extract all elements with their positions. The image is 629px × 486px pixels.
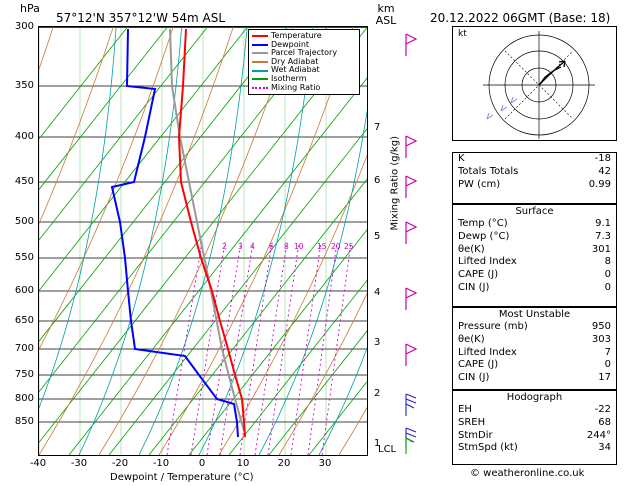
most-unstable-section-title: Most Unstable [498,309,571,320]
copyright-footer: © weatheronline.co.uk [470,468,585,479]
height-tick-3: 3 [374,337,381,348]
mixing-ratio-axis-title: Mixing Ratio (g/kg) [389,136,401,231]
legend-item-temperature: Temperature [252,32,356,41]
ytick-800: 800 [14,393,34,404]
ytick-550: 550 [14,252,34,263]
hodograph-unit-label: kt [458,29,467,39]
wind-barb-column [398,26,428,456]
xtick--40: -40 [29,458,47,469]
ytick-400: 400 [14,131,34,142]
xtick-30: 30 [318,458,332,469]
surface-parcel-panel [452,204,617,307]
legend-swatch-dry-adiabat [252,61,268,63]
svg-text:25: 25 [344,242,354,251]
svg-text:4: 4 [250,242,255,251]
hodograph-section-title: Hodograph [506,392,563,403]
hodo-row-eh: EH -22 [458,404,611,415]
ytick-600: 600 [14,285,34,296]
hodograph-canvas [453,27,616,140]
svg-text:15: 15 [317,242,327,251]
mu-row-pressure: Pressure (mb) 950 [458,321,611,332]
stability-indices-panel [452,152,617,204]
svg-text:1: 1 [199,242,204,251]
legend-item-mixing-ratio: Mixing Ratio [252,84,356,93]
hodograph-stats-panel [452,390,617,465]
legend-swatch-parcel [252,52,268,54]
svg-text:2: 2 [222,242,227,251]
most-unstable-panel [452,307,617,390]
xtick--30: -30 [70,458,88,469]
chart-legend [248,29,360,95]
legend-swatch-temperature [252,35,268,37]
height-tick-7: 7 [374,122,381,133]
ytick-350: 350 [14,80,34,91]
model-run-title: 20.12.2022 06GMT (Base: 18) [430,11,611,25]
ytick-850: 850 [14,416,34,427]
xtick-20: 20 [277,458,291,469]
surface-row-theta-e: θe(K) 301 [458,243,611,255]
ytick-750: 750 [14,369,34,380]
mu-row-cape: CAPE (J) 0 [458,359,611,371]
svg-text:10: 10 [294,242,304,251]
ytick-300: 300 [14,21,34,32]
km-axis-label: km [377,2,395,15]
legend-item-parcel: Parcel Trajectory [252,49,356,58]
x-axis-title: Dewpoint / Temperature (°C) [110,472,254,483]
ytick-500: 500 [14,216,34,227]
xtick-10: 10 [236,458,250,469]
mu-row-theta-e: θe(K) 303 [458,333,611,345]
dewpoint-line [112,29,238,437]
legend-item-dewpoint: Dewpoint [252,41,356,50]
surface-section-title: Surface [515,206,554,217]
index-row-k: K -18 [458,153,611,164]
hodo-row-stmdir: StmDir 244° [458,429,611,441]
surface-row-temp: Temp (°C) 9.1 [458,218,611,229]
height-tick-4: 4 [374,287,381,298]
wind-barbs [398,26,428,456]
xtick--20: -20 [111,458,129,469]
height-tick-1: 1 [374,438,381,449]
legend-swatch-wet-adiabat [252,70,268,72]
lcl-label: LCL [378,444,397,455]
station-title: 57°12'N 357°12'W 54m ASL [56,11,226,25]
hodograph-panel[interactable] [452,26,617,141]
index-row-totals-totals: Totals Totals 42 [458,165,611,177]
pressure-unit-label: hPa [20,2,40,15]
surface-row-cape: CAPE (J) 0 [458,269,611,281]
legend-swatch-isotherm [252,78,268,80]
surface-row-dewp: Dewp (°C) 7.3 [458,230,611,242]
svg-text:3: 3 [238,242,243,251]
height-tick-2: 2 [374,388,381,399]
legend-swatch-mixing-ratio [252,87,268,89]
svg-text:20: 20 [331,242,341,251]
legend-item-isotherm: Isotherm [252,75,356,84]
legend-swatch-dewpoint [252,44,268,46]
ytick-650: 650 [14,315,34,326]
height-tick-5: 5 [374,231,381,242]
surface-row-cin: CIN (J) 0 [458,281,611,293]
surface-row-lifted-index: Lifted Index 8 [458,256,611,268]
height-tick-6: 6 [374,175,381,186]
xtick--10: -10 [152,458,170,469]
mu-row-cin: CIN (J) 17 [458,372,611,384]
index-row-pw: PW (cm) 0.99 [458,178,611,190]
hodo-row-stmspd: StmSpd (kt) 34 [458,442,611,454]
svg-text:6: 6 [269,242,274,251]
mu-row-lifted-index: Lifted Index 7 [458,346,611,358]
svg-text:8: 8 [284,242,289,251]
xtick-0: 0 [198,458,206,469]
asl-axis-label: ASL [375,14,397,27]
legend-item-wet-adiabat: Wet Adiabat [252,66,356,75]
ytick-450: 450 [14,176,34,187]
hodo-row-sreh: SREH 68 [458,416,611,428]
ytick-700: 700 [14,343,34,354]
legend-item-dry-adiabat: Dry Adiabat [252,58,356,67]
